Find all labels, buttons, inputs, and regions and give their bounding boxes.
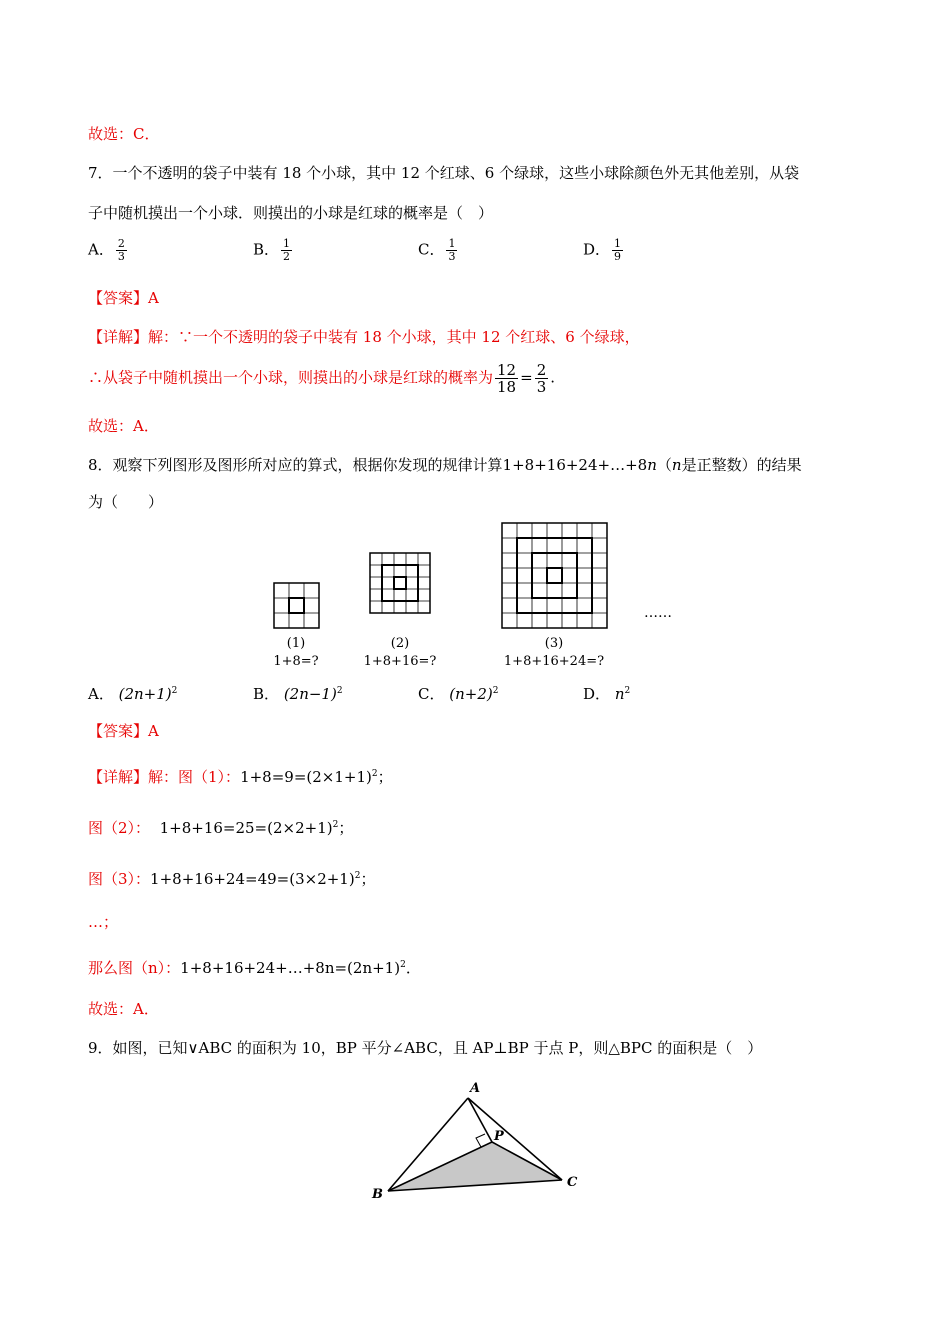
option-expression: n	[614, 685, 625, 703]
detail-power: 2	[371, 769, 378, 779]
option-label: D．	[583, 240, 611, 259]
numerator: 2	[536, 361, 547, 379]
q8-option-c	[418, 683, 498, 704]
q7-option-c	[418, 238, 459, 263]
q8-detail-line3	[88, 866, 375, 889]
denominator: 18	[497, 378, 517, 396]
detail-prefix: 那么图（n）：	[88, 959, 181, 977]
stem-text: （	[656, 456, 672, 474]
option-power: 2	[492, 686, 499, 696]
question-9-stem: 9．如图，已知∨ABC 的面积为 10，BP 平分∠ABC，且 AP⊥BP 于点 P，则△BPC 的面积是（ ）	[88, 1039, 763, 1057]
stem-variable: n	[671, 456, 682, 474]
detail-text: 解：∵一个不透明的袋子中装有 18 个小球，其中 12 个红球、6 个绿球，	[148, 328, 640, 346]
detail-prefix: …；	[88, 913, 119, 931]
detail-expression: 1+8+16=25=(2×2+1)	[159, 819, 333, 837]
point-label-c: C	[567, 1175, 578, 1190]
figure-3-label: (3)	[544, 636, 564, 651]
detail-prefix: 图（3）：	[88, 870, 151, 888]
numerator: 1	[448, 237, 456, 250]
option-label: D．	[583, 685, 611, 703]
detail-expression: 1+8+16+24+…+8n=(2n+1)	[180, 959, 401, 977]
detail-power: 2	[332, 820, 339, 830]
option-expression: (2n−1)	[283, 685, 337, 703]
point-label-b: B	[372, 1187, 383, 1202]
numerator: 1	[614, 237, 622, 250]
figure-3-formula: 1+8+16+24=?	[503, 654, 605, 669]
q7-choose: 故选：A．	[88, 417, 159, 435]
detail-suffix: ．	[405, 959, 421, 977]
stem-expression: 1+8+16+24+…+8	[502, 456, 648, 474]
denominator: 9	[614, 250, 622, 263]
q7-option-a	[88, 238, 129, 263]
q7-option-b	[253, 238, 294, 263]
q8-option-a	[88, 683, 177, 704]
question-8-stem-line1	[88, 455, 802, 475]
detail-power: 2	[400, 960, 406, 970]
detail-power: 2	[354, 871, 361, 881]
q8-detail-line2	[88, 815, 353, 838]
figure-2-formula: 1+8+16=?	[363, 654, 437, 669]
stem-text: 8．观察下列图形及图形所对应的算式，根据你发现的规律计算	[88, 456, 503, 474]
detail-suffix: ；	[338, 819, 354, 837]
detail-suffix: ；	[360, 870, 376, 888]
option-label: A．	[88, 240, 114, 259]
option-label: C．	[418, 685, 445, 703]
q8-choose: 故选：A．	[88, 1000, 159, 1018]
grid-figure-3	[502, 523, 607, 628]
figure-1-formula: 1+8=?	[273, 654, 319, 669]
question-8-stem-line2: 为（ ）	[88, 493, 164, 511]
detail-expression: 1+8=9=(2×1+1)	[240, 768, 372, 786]
q7-detail-line1	[88, 327, 640, 347]
figures-ellipsis: ……	[644, 605, 672, 621]
option-label: C．	[418, 240, 445, 259]
question-7-stem-line2: 子中随机摸出一个小球．则摸出的小球是红球的概率是（ ）	[88, 204, 494, 222]
figure-2-label: (2)	[390, 636, 410, 651]
option-label: A．	[88, 685, 114, 703]
option-power: 2	[624, 686, 631, 696]
denominator: 2	[283, 250, 291, 263]
detail-prefix: 解：图（1）：	[148, 768, 241, 786]
q8-detail-line5	[88, 955, 421, 978]
detail-expression: 1+8+16+24=49=(3×2+1)	[150, 870, 355, 888]
question-7-stem-line1: 7．一个不透明的袋子中装有 18 个小球，其中 12 个红球、6 个绿球，这些小球除颜色外无其他差别，从袋	[88, 164, 800, 182]
segment-ap	[468, 1098, 492, 1142]
option-expression: (2n+1)	[118, 685, 172, 703]
option-power: 2	[336, 686, 343, 696]
detail-tag: 【详解】	[88, 328, 149, 346]
option-label: B．	[253, 685, 280, 703]
option-expression: (n+2)	[449, 685, 493, 703]
q8-option-b	[253, 683, 343, 704]
q8-detail-line4	[88, 912, 118, 932]
choice-line: 故选：C．	[88, 125, 160, 143]
option-power: 2	[171, 686, 178, 696]
detail-tag: 【详解】	[88, 768, 149, 786]
stem-variable: n	[647, 456, 657, 474]
denominator: 3	[448, 250, 456, 263]
denominator: 3	[536, 378, 547, 396]
q8-detail-line1	[88, 764, 393, 787]
point-label-a: A	[470, 1081, 481, 1096]
detail-text: ∴从袋子中随机摸出一个小球，则摸出的小球是红球的概率为	[88, 368, 494, 387]
q8-option-d	[583, 683, 630, 704]
point-label-p: P	[494, 1129, 504, 1144]
option-label: B．	[253, 240, 280, 259]
detail-prefix: 图（2）：	[88, 819, 151, 837]
grid-figure-1	[274, 583, 319, 628]
numerator: 1	[283, 237, 291, 250]
q9-triangle-figure	[360, 1070, 600, 1210]
grid-figure-2	[370, 553, 430, 613]
q7-option-d	[583, 238, 625, 263]
q8-answer: 【答案】A	[88, 722, 159, 740]
detail-suffix: ；	[377, 768, 393, 786]
stem-text: 是正整数）的结果	[681, 456, 802, 474]
q8-grid-figures	[260, 515, 700, 675]
numerator: 2	[117, 237, 125, 250]
q7-detail-line2: ∴从袋子中随机摸出一个小球，则摸出的小球是红球的概率为 $\frac{12}{18}$ = $\frac{2}{3}$ .	[88, 361, 556, 396]
denominator: 3	[117, 250, 125, 263]
numerator: 12	[497, 361, 517, 379]
figure-1-label: (1)	[286, 636, 306, 651]
q7-answer: 【答案】A	[88, 289, 159, 307]
